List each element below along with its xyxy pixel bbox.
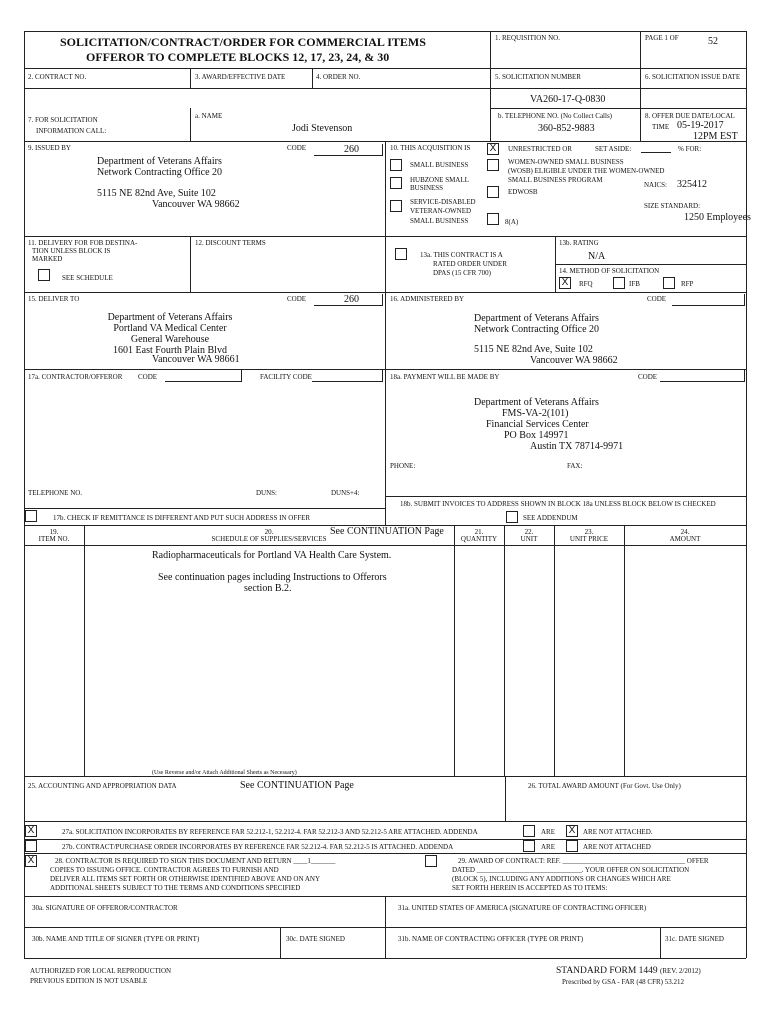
info-call-label: 7. FOR SOLICITATION: [28, 116, 98, 124]
issued-line: Network Contracting Office 20: [97, 167, 223, 178]
deliver-address: [60, 312, 280, 356]
issued-line: 5115 NE 82nd Ave, Suite 102: [97, 188, 216, 199]
pct-label: % FOR:: [678, 145, 702, 153]
administered-line: Network Contracting Office 20: [474, 324, 600, 335]
rule: [454, 525, 455, 776]
rule: [640, 31, 641, 68]
rule: [555, 264, 746, 265]
deliver-code-value[interactable]: 260: [344, 294, 359, 305]
27a-are-label: ARE: [541, 828, 555, 836]
page-label: PAGE 1 OF: [645, 34, 679, 42]
rule: [490, 31, 491, 141]
clause-28-label: 28. CONTRACTOR IS REQUIRED TO SIGN THIS DOCUMENT AND RETURN ____1_______: [55, 857, 336, 865]
sdvosb-label-3: SMALL BUSINESS: [410, 217, 469, 225]
deliver-to-label: 15. DELIVER TO: [28, 295, 80, 303]
col-unit-price-header: UNIT PRICE: [569, 535, 609, 543]
clause-27b-checkbox[interactable]: [25, 840, 37, 852]
remittance-label: 17b. CHECK IF REMITTANCE IS DIFFERENT AND PUT SUCH ADDRESS IN OFFER: [53, 514, 311, 522]
rule: [746, 31, 747, 958]
schedule-continuation: See CONTINUATION Page: [330, 526, 444, 537]
sdvosb-label-2: VETERAN-OWNED: [410, 207, 472, 215]
footer-previous: PREVIOUS EDITION IS NOT USABLE: [30, 977, 148, 985]
rated-order-checkbox[interactable]: [395, 248, 407, 260]
rated-label-3: DPAS (15 CFR 700): [433, 269, 491, 277]
rule: [490, 108, 746, 109]
offer-due-date[interactable]: 05-19-2017: [677, 120, 724, 131]
clause-29-checkbox[interactable]: [425, 855, 437, 867]
payment-line: Financial Services Center: [486, 419, 589, 430]
acquisition-label: 10. THIS ACQUISITION IS: [390, 144, 471, 152]
naics-value[interactable]: 325412: [677, 179, 707, 190]
eight-a-label: 8(A): [505, 218, 519, 226]
rfp-label: RFP: [681, 280, 694, 288]
clause-28-label-3: DELIVER ALL ITEMS SET FORTH OR OTHERWISE IDENTIFIED ABOVE AND ON ANY: [50, 875, 321, 883]
contact-name[interactable]: Jodi Stevenson: [292, 123, 353, 134]
rule: [24, 853, 746, 854]
administered-code-label: CODE: [647, 295, 667, 303]
sdvosb-label: SERVICE-DISABLED: [410, 198, 476, 206]
payment-code-label: CODE: [638, 373, 658, 381]
issue-date-label: 6. SOLICITATION ISSUE DATE: [645, 73, 741, 81]
col-quantity-header: QUANTITY: [460, 535, 498, 543]
clause-29-label-2: DATED ______________________________. YOUR OFFER ON SOLICITATION: [452, 866, 690, 874]
schedule-description-3: section B.2.: [244, 583, 292, 594]
offer-due-label: 8. OFFER DUE DATE/LOCAL: [645, 112, 735, 120]
ifb-label: IFB: [629, 280, 640, 288]
signer-name-label: 30b. NAME AND TITLE OF SIGNER (TYPE OR PRINT): [32, 935, 200, 943]
addendum-label: SEE ADDENDUM: [523, 514, 578, 522]
rule: [84, 525, 85, 776]
col-unit-price-num: 23.: [584, 528, 594, 536]
eight-a-checkbox[interactable]: [487, 213, 499, 225]
solicitation-number-label: 5. SOLICITATION NUMBER: [495, 73, 581, 81]
rule: [24, 821, 746, 822]
administered-line: 5115 NE 82nd Ave, Suite 102: [474, 344, 593, 355]
27b-are-not-label: ARE NOT ATTACHED: [583, 843, 651, 851]
wosb-label-3: SMALL BUSINESS PROGRAM: [508, 176, 603, 184]
rule: [312, 68, 313, 88]
edwosb-checkbox[interactable]: [487, 186, 499, 198]
clause-29-label: 29. AWARD OF CONTRACT: REF. ___________________________________ OFFER: [458, 857, 709, 865]
schedule-description: Radiopharmaceuticals for Portland VA Health Care System.: [152, 550, 392, 561]
small-business-label: SMALL BUSINESS: [410, 161, 469, 169]
signature-officer-label: 31a. UNITED STATES OF AMERICA (SIGNATURE OF CONTRACTING OFFICER): [398, 904, 647, 912]
rule: [660, 927, 661, 958]
name-label: a. NAME: [195, 112, 223, 120]
edwosb-label: EDWOSB: [508, 188, 538, 196]
footer-form-name: STANDARD FORM 1449: [556, 966, 658, 976]
col-schedule-header: SCHEDULE OF SUPPLIES/SERVICES: [211, 535, 327, 543]
rated-label-2: RATED ORDER UNDER: [433, 260, 507, 268]
form-title: SOLICITATION/CONTRACT/ORDER FOR COMMERCIAL ITEMS: [60, 35, 426, 49]
hubzone-label: HUBZONE SMALL: [410, 176, 469, 184]
duns-label: DUNS:: [256, 489, 278, 497]
accounting-value: See CONTINUATION Page: [240, 780, 354, 791]
clause-29-label-4: SET FORTH HEREIN IS ACCEPTED AS TO ITEMS:: [452, 884, 608, 892]
rule: [24, 31, 25, 958]
deliver-line: General Warehouse: [130, 334, 210, 345]
rule: [504, 525, 505, 776]
rule: [555, 236, 556, 292]
administered-label: 16. ADMINISTERED BY: [390, 295, 465, 303]
issued-code-value[interactable]: 260: [344, 144, 359, 155]
27b-are-not-checkbox[interactable]: [566, 840, 578, 852]
offer-due-time[interactable]: 12PM EST: [693, 131, 738, 142]
col-unit-header: UNIT: [520, 535, 538, 543]
clause-28-checkbox[interactable]: X: [25, 855, 37, 867]
rating-value[interactable]: N/A: [588, 251, 606, 262]
wosb-label: WOMEN-OWNED SMALL BUSINESS: [508, 158, 624, 166]
col-amount-num: 24.: [680, 528, 690, 536]
rule: [385, 496, 746, 497]
officer-name-label: 31b. NAME OF CONTRACTING OFFICER (TYPE OR PRINT): [398, 935, 584, 943]
issued-line: Department of Veterans Affairs: [97, 156, 222, 167]
telephone-value[interactable]: 360-852-9883: [538, 123, 595, 134]
rule: [554, 525, 555, 776]
small-business-checkbox[interactable]: [390, 159, 402, 171]
contract-no-label: 2. CONTRACT NO.: [28, 73, 87, 81]
col-schedule-num: 20.: [264, 528, 274, 536]
signature-offeror-field[interactable]: [28, 912, 380, 926]
rule: [24, 68, 746, 69]
col-quantity-num: 21.: [474, 528, 484, 536]
schedule-footnote: (Use Reverse and/or Attach Additional Sheets as Necessary): [152, 770, 297, 776]
deliver-line: Vancouver WA 98661: [152, 354, 240, 365]
deliver-line: 1601 East Fourth Plain Blvd: [113, 345, 227, 356]
rule: [24, 31, 746, 32]
rfq-checkbox[interactable]: X: [559, 277, 571, 289]
27b-are-checkbox[interactable]: [523, 840, 535, 852]
duns4-label: DUNS+4:: [331, 489, 360, 497]
see-schedule-label: SEE SCHEDULE: [62, 274, 113, 282]
administered-line: Department of Veterans Affairs: [474, 313, 599, 324]
rule: [280, 927, 281, 958]
col-amount-header: AMOUNT: [669, 535, 701, 543]
rule: [385, 141, 386, 525]
telephone-label: b. TELEPHONE NO. (No Collect Calls): [498, 112, 612, 120]
rule: [190, 108, 191, 141]
naics-label: NAICS:: [644, 181, 667, 189]
rfq-label: RFQ: [579, 280, 593, 288]
clause-27a-label: 27a. SOLICITATION INCORPORATES BY REFERENCE FAR 52.212-1, 52.212-4. FAR 52.212-3 AND 52.212-5 ARE ATTACHED. ADDENDA: [62, 828, 478, 836]
invoice-label: 18b. SUBMIT INVOICES TO ADDRESS SHOWN IN BLOCK 18a UNLESS BLOCK BELOW IS CHECKED: [400, 500, 716, 508]
footer-revision: (REV. 2/2012): [660, 967, 701, 975]
facility-code-box[interactable]: [312, 370, 383, 382]
see-schedule-checkbox[interactable]: [38, 269, 50, 281]
award-date-label: 3. AWARD/EFFECTIVE DATE: [195, 73, 286, 81]
delivery-label-3: MARKED: [32, 255, 63, 263]
payment-code-box[interactable]: [660, 370, 745, 382]
rating-label: 13b. RATING: [559, 239, 599, 247]
27a-are-not-checkbox[interactable]: X: [566, 825, 578, 837]
administered-line: Vancouver WA 98662: [530, 355, 618, 366]
set-aside-checkbox[interactable]: [582, 143, 592, 153]
set-aside-pct-field[interactable]: [641, 152, 671, 153]
hubzone-label-2: BUSINESS: [410, 184, 444, 192]
payment-line: Austin TX 78714-9971: [530, 441, 624, 452]
payment-line: FMS-VA-2(101): [502, 408, 569, 419]
clause-27a-checkbox[interactable]: X: [25, 825, 37, 837]
signature-offeror-label: 30a. SIGNATURE OF OFFEROR/CONTRACTOR: [32, 904, 178, 912]
remittance-checkbox[interactable]: [25, 510, 37, 522]
wosb-checkbox[interactable]: [487, 159, 499, 171]
signer-date-label: 30c. DATE SIGNED: [286, 935, 345, 943]
administered-code-box: [672, 294, 745, 306]
form-subtitle: OFFEROR TO COMPLETE BLOCKS 12, 17, 23, 24, & 30: [86, 50, 390, 64]
telephone-no-label: TELEPHONE NO.: [28, 489, 83, 497]
wosb-label-2: (WOSB) ELIGIBLE UNDER THE WOMEN-OWNED: [508, 167, 665, 175]
col-unit-num: 22.: [524, 528, 534, 536]
issued-line: Vancouver WA 98662: [152, 199, 240, 210]
clause-27b-label: 27b. CONTRACT/PURCHASE ORDER INCORPORATES BY REFERENCE FAR 52.212-4. FAR 52.212-5 IS ATTACHED. ADDENDA: [62, 843, 454, 851]
payment-line: PO Box 149971: [504, 430, 569, 441]
solicitation-number-value[interactable]: VA260-17-Q-0830: [530, 94, 606, 105]
rule: [190, 236, 191, 292]
contractor-label: 17a. CONTRACTOR/OFFEROR: [28, 373, 123, 381]
total-award-label: 26. TOTAL AWARD AMOUNT (For Govt. Use Only): [528, 782, 681, 790]
deliver-line: Department of Veterans Affairs: [107, 312, 233, 323]
rule: [624, 525, 625, 776]
facility-code-label: FACILITY CODE: [260, 373, 312, 381]
set-aside-label: SET ASIDE:: [595, 145, 632, 153]
accounting-label: 25. ACCOUNTING AND APPROPRIATION DATA: [28, 782, 177, 790]
deliver-line: Portland VA Medical Center: [113, 323, 227, 334]
discount-terms-label: 12. DISCOUNT TERMS: [195, 239, 266, 247]
officer-date-label: 31c. DATE SIGNED: [665, 935, 724, 943]
size-standard-label: SIZE STANDARD:: [644, 202, 701, 210]
rule: [24, 88, 746, 89]
page-total: 52: [708, 36, 718, 47]
27a-are-not-label: ARE NOT ATTACHED.: [583, 828, 653, 836]
rule: [24, 508, 385, 509]
issued-by-label: 9. ISSUED BY: [28, 144, 71, 152]
col-item-header: ITEM NO.: [38, 535, 70, 543]
hubzone-checkbox[interactable]: [390, 177, 402, 189]
deliver-code-label: CODE: [287, 295, 307, 303]
contractor-code-box[interactable]: [165, 370, 242, 382]
payment-label: 18a. PAYMENT WILL BE MADE BY: [390, 373, 500, 381]
27b-are-label: ARE: [541, 843, 555, 851]
col-item-num: 19.: [49, 528, 59, 536]
rule: [24, 958, 746, 959]
27a-are-checkbox[interactable]: [523, 825, 535, 837]
footer-prescribed: Prescribed by GSA - FAR (48 CFR) 53.212: [562, 978, 684, 986]
fax-label: FAX:: [567, 462, 583, 470]
info-call-label-2: INFORMATION CALL:: [36, 127, 107, 135]
payment-line: Department of Veterans Affairs: [474, 397, 599, 408]
contractor-code-label: CODE: [138, 373, 158, 381]
delivery-label: 11. DELIVERY FOR FOB DESTINA-: [28, 239, 138, 247]
delivery-label-2: TION UNLESS BLOCK IS: [32, 247, 111, 255]
size-standard-value[interactable]: 1250 Employees: [684, 212, 751, 223]
schedule-description-2: See continuation pages including Instructions to Offerors: [158, 572, 387, 583]
order-no-label: 4. ORDER NO.: [316, 73, 361, 81]
unrestricted-checkbox[interactable]: X: [487, 143, 499, 155]
phone-label: PHONE:: [390, 462, 416, 470]
clause-28-label-2: COPIES TO ISSUING OFFICE. CONTRACTOR AGREES TO FURNISH AND: [50, 866, 279, 874]
rule: [24, 776, 746, 777]
method-label: 14. METHOD OF SOLICITATION: [559, 267, 660, 275]
rule: [385, 896, 386, 958]
rated-label: 13a. THIS CONTRACT IS A: [420, 251, 503, 259]
rule: [190, 68, 191, 88]
clause-28-label-4: ADDITIONAL SHEETS SUBJECT TO THE TERMS AND CONDITIONS SPECIFIED: [50, 884, 301, 892]
rfp-checkbox[interactable]: [663, 277, 675, 289]
clause-29-label-3: (BLOCK 5), INCLUDING ANY ADDITIONS OR CHANGES WHICH ARE: [452, 875, 671, 883]
rule: [24, 545, 746, 546]
unrestricted-label: UNRESTRICTED OR: [508, 145, 572, 153]
signature-officer-field[interactable]: [390, 912, 742, 926]
rule: [640, 68, 641, 141]
rule: [24, 839, 746, 840]
addendum-checkbox[interactable]: [506, 511, 518, 523]
rule: [505, 776, 506, 821]
issued-code-label: CODE: [287, 144, 307, 152]
requisition-label: 1. REQUISITION NO.: [495, 34, 560, 42]
footer-authorized: AUTHORIZED FOR LOCAL REPRODUCTION: [30, 967, 172, 975]
time-label: TIME: [652, 123, 670, 131]
ifb-checkbox[interactable]: [613, 277, 625, 289]
sdvosb-checkbox[interactable]: [390, 200, 402, 212]
